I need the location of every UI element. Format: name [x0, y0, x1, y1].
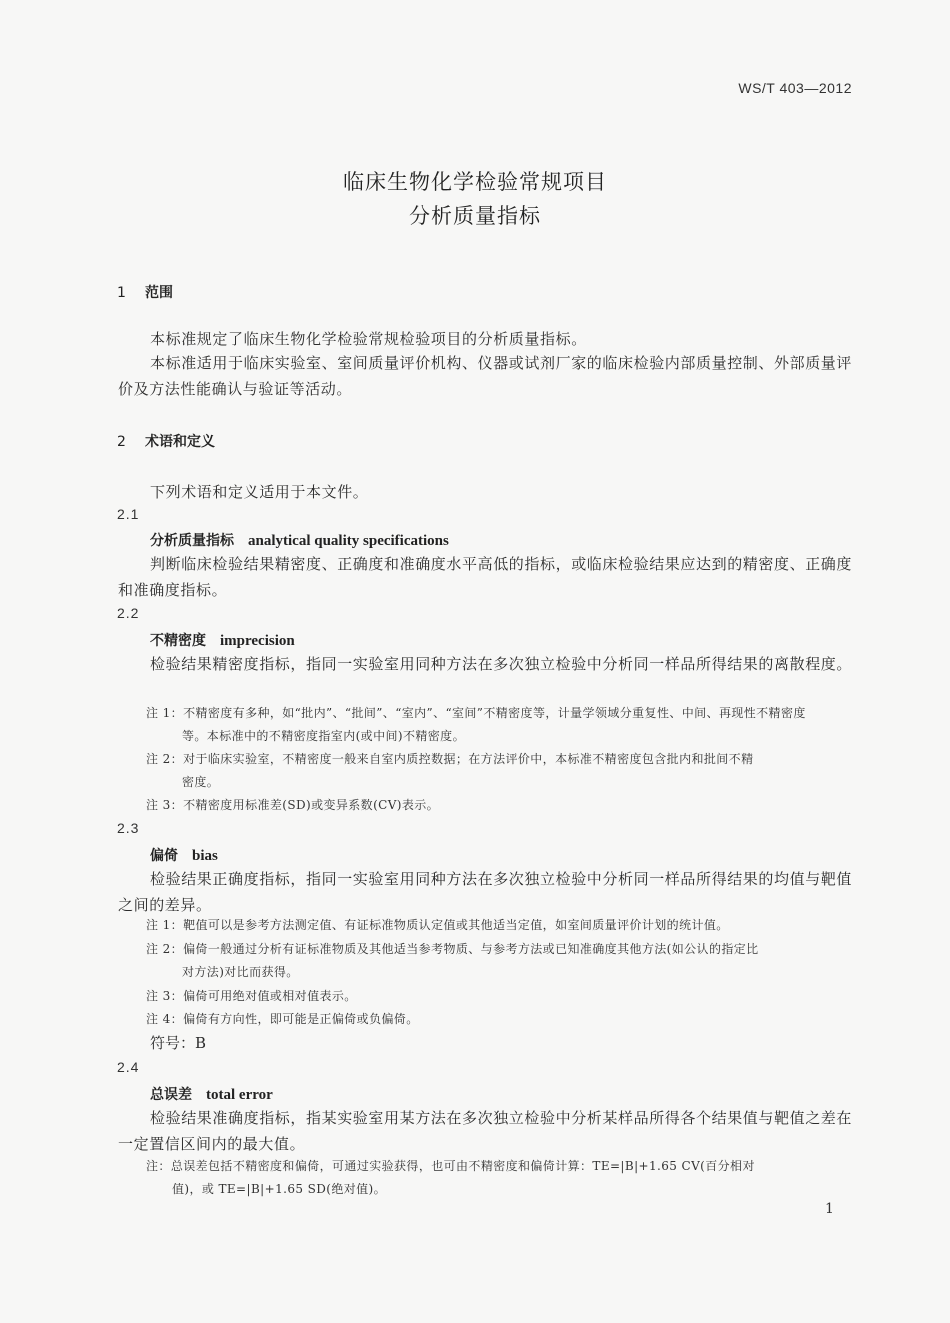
term-2-2-note-3 [146, 794, 856, 817]
term-2-4 [150, 1084, 273, 1104]
note-text-continued: 密度。 [182, 775, 220, 789]
note-label: 注 3： [146, 989, 184, 1003]
note-label: 注 2： [146, 942, 184, 956]
section-2-title: 术语和定义 [145, 434, 215, 450]
term-2-1-cn: 分析质量指标 [150, 533, 234, 549]
term-2-2-note-1 [146, 702, 856, 748]
page-number: 1 [825, 1201, 834, 1217]
note-label: 注 1： [146, 706, 184, 720]
document-title-line1: 临床生物化学检验常规项目 [343, 170, 607, 194]
note-label: 注 3： [146, 798, 184, 812]
term-2-1-definition: 判断临床检验结果精密度、正确度和准确度水平高低的指标，或临床检验结果应达到的精密度、正确度和准确度指标。 [118, 555, 853, 599]
term-2-3-note-2 [146, 938, 856, 984]
term-2-3-note-3 [146, 985, 856, 1008]
term-2-3-note-4 [146, 1008, 856, 1031]
term-2-1-en: analytical quality specifications [248, 533, 449, 549]
term-2-3-en: bias [192, 848, 218, 864]
term-2-2-note-2 [146, 748, 856, 794]
section-2-heading [117, 431, 215, 451]
term-2-2-en: imprecision [220, 633, 295, 649]
term-2-4-en: total error [206, 1087, 273, 1103]
standard-number: WS/T 403—2012 [738, 80, 852, 96]
note-label: 注 4： [146, 1012, 184, 1026]
note-text: 偏倚有方向性，即可能是正偏倚或负偏倚。 [183, 1012, 419, 1026]
note-text: 对于临床实验室，不精密度一般来自室内质控数据；在方法评价中，本标准不精密度包含批内和批间不精 [183, 752, 754, 766]
note-text-continued: 等。本标准中的不精密度指室内(或中间)不精密度。 [182, 729, 465, 743]
term-2-2-cn: 不精密度 [150, 633, 206, 649]
note-label: 注 1： [146, 918, 184, 932]
section-1-para-2: 本标准适用于临床实验室、室间质量评价机构、仪器或试剂厂家的临床检验内部质量控制、外部质量评价及方法性能确认与验证等活动。 [118, 354, 853, 398]
document-title-line2: 分析质量指标 [409, 204, 541, 228]
term-2-4-definition: 检验结果准确度指标，指某实验室用某方法在多次独立检验中分析某样品所得各个结果值与靶值之差在一定置信区间内的最大值。 [118, 1109, 853, 1153]
note-text: 总误差包括不精密度和偏倚，可通过实验获得，也可由不精密度和偏倚计算：TE=|B|+1.65 CV(百分相对 [170, 1159, 755, 1173]
term-2-2-definition: 检验结果精密度指标，指同一实验室用同种方法在多次独立检验中分析同一样品所得结果的离散程度。 [150, 655, 853, 673]
clause-2-2-number: 2.2 [117, 605, 140, 621]
note-label: 注 2： [146, 752, 184, 766]
section-1-title: 范围 [145, 285, 173, 301]
clause-2-3-number: 2.3 [117, 820, 140, 836]
term-2-3-cn: 偏倚 [150, 848, 178, 864]
term-2-3-definition: 检验结果正确度指标，指同一实验室用同种方法在多次独立检验中分析同一样品所得结果的均值与靶值之间的差异。 [118, 870, 853, 914]
term-2-3-note-1 [146, 914, 856, 937]
section-1-para-1: 本标准规定了临床生物化学检验常规检验项目的分析质量指标。 [150, 330, 587, 348]
term-2-3 [150, 845, 218, 865]
note-text-continued: 值)，或 TE=|B|+1.65 SD(绝对值)。 [172, 1182, 387, 1196]
term-2-1 [150, 530, 449, 550]
section-2-intro: 下列术语和定义适用于本文件。 [150, 483, 369, 501]
note-text: 不精密度用标准差(SD)或变异系数(CV)表示。 [183, 798, 440, 812]
note-text-continued: 对方法)对比而获得。 [182, 965, 299, 979]
term-2-4-note [146, 1155, 856, 1201]
section-1-number: 1 [117, 285, 126, 301]
note-text: 不精密度有多种，如“批内”、“批间”、“室内”、“室间”不精密度等，计量学领域分重复性、中间、再现性不精密度 [183, 706, 806, 720]
section-2-number: 2 [117, 434, 126, 450]
note-text: 偏倚一般通过分析有证标准物质及其他适当参考物质、与参考方法或已知准确度其他方法(如公认的指定比 [183, 942, 759, 956]
clause-2-1-number: 2.1 [117, 506, 140, 522]
term-2-4-cn: 总误差 [150, 1087, 192, 1103]
clause-2-4-number: 2.4 [117, 1059, 140, 1075]
note-text: 偏倚可用绝对值或相对值表示。 [183, 989, 357, 1003]
note-text: 靶值可以是参考方法测定值、有证标准物质认定值或其他适当定值，如室间质量评价计划的统计值。 [183, 918, 729, 932]
term-2-3-symbol: 符号：B [150, 1034, 207, 1052]
note-label: 注： [146, 1159, 171, 1173]
section-1-heading [117, 282, 173, 302]
term-2-2 [150, 630, 295, 650]
